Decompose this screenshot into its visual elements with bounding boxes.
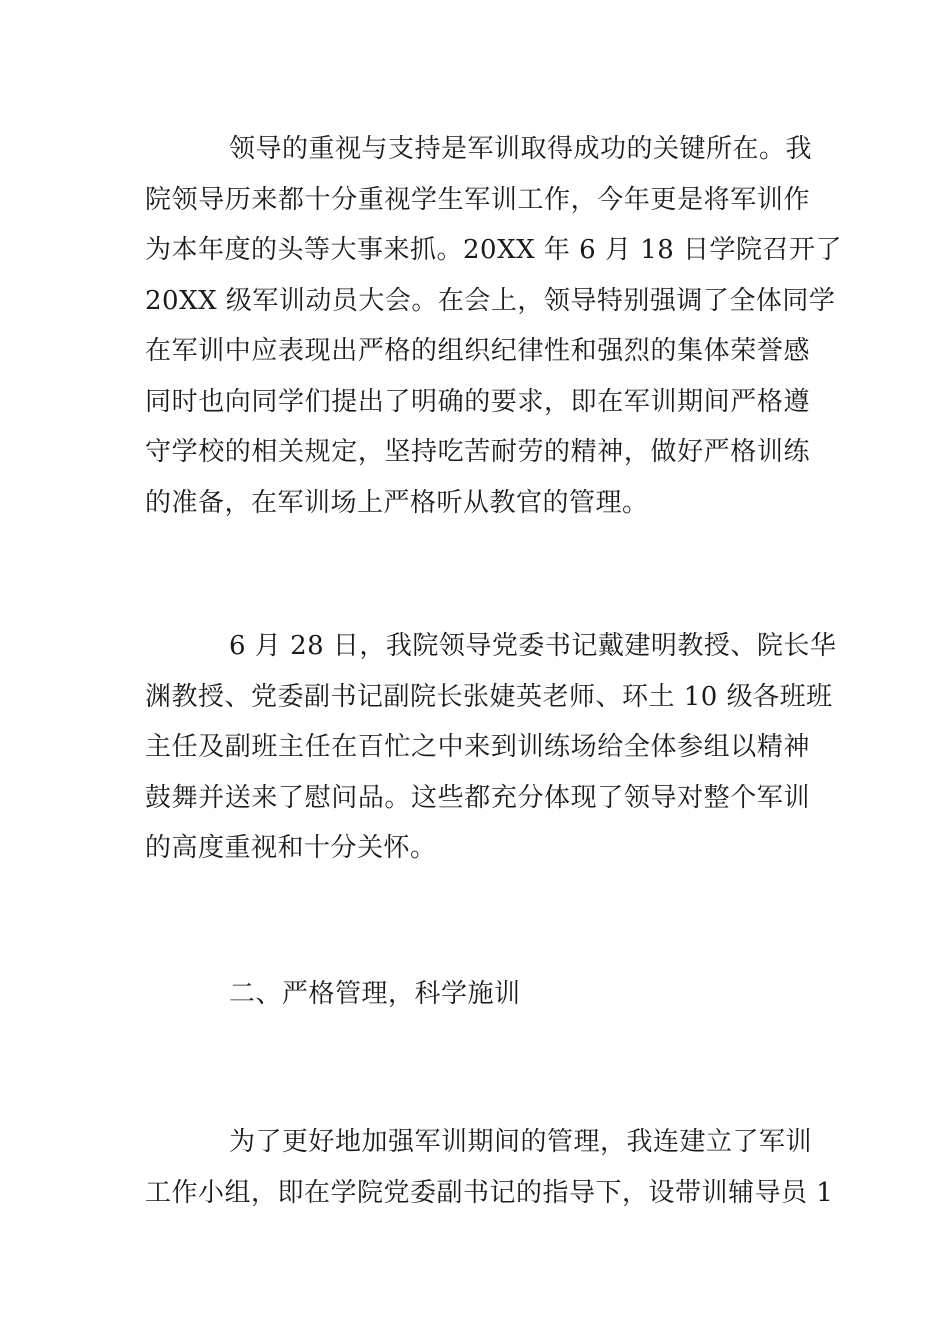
text-line: 在军训中应表现出严格的组织纪律性和强烈的集体荣誉感 (145, 336, 810, 366)
text-line: 为本年度的头等大事来抓。20XX 年 6 月 18 日学院召开了 (145, 235, 843, 265)
text-line: 鼓舞并送来了慰问品。这些都充分体现了领导对整个军训 (145, 782, 810, 813)
text-line: 渊教授、党委副书记副院长张婕英老师、环土 10 级各班班 (145, 681, 833, 712)
text-line: 工作小组，即在学院党委副书记的指导下，设带训辅导员 1 (145, 1177, 834, 1208)
text-line: 的高度重视和十分关怀。 (145, 833, 437, 863)
text-line: 院领导历来都十分重视学生军训工作，今年更是将军训作 (145, 184, 810, 215)
text-line: 领导的重视与支持是军训取得成功的关键所在。我 (229, 134, 813, 164)
section-heading-text: 二、严格管理，科学施训 (229, 979, 521, 1009)
text-line: 20XX 级军训动员大会。在会上，领导特别强调了全体同学 (145, 285, 836, 316)
section-heading (145, 969, 810, 1020)
text-line: 主任及副班主任在百忙之中来到训练场给全体参组以精神 (145, 732, 810, 762)
paragraph-leadership-support (145, 124, 843, 528)
text-line: 的准备，在军训场上严格听从教官的管理。 (145, 487, 649, 518)
text-line: 同时也向同学们提出了明确的要求，即在军训期间严格遵 (145, 386, 810, 417)
text-line: 为了更好地加强军训期间的管理，我连建立了军训 (229, 1127, 813, 1157)
text-line: 守学校的相关规定，坚持吃苦耐劳的精神，做好严格训练 (145, 437, 810, 467)
paragraph-leader-visit (145, 621, 837, 874)
paragraph-training-management (145, 1117, 834, 1218)
text-line: 6 月 28 日，我院领导党委书记戴建明教授、院长华 (229, 631, 837, 661)
